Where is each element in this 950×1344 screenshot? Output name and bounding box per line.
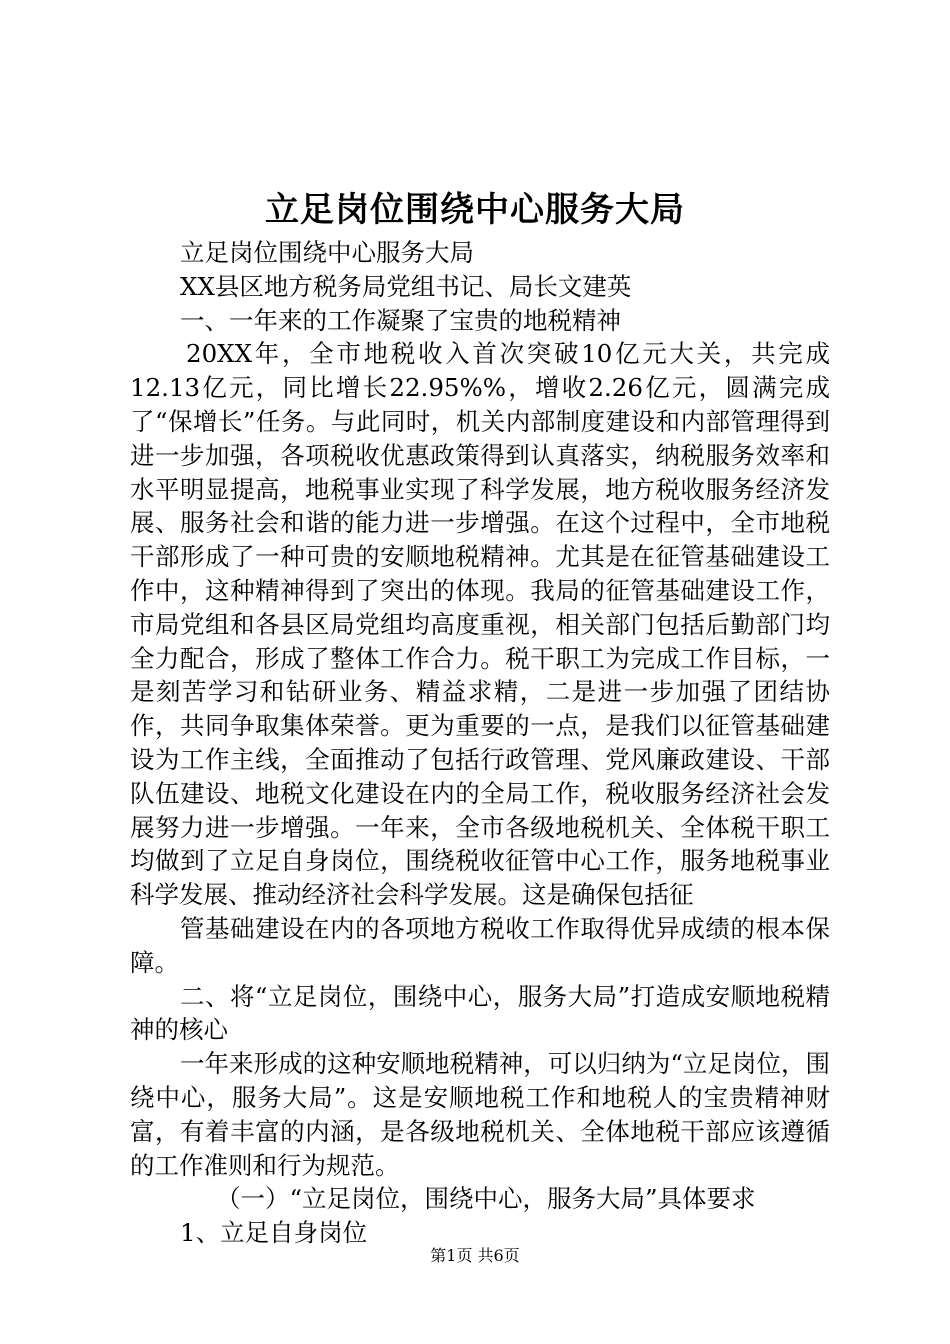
paragraph-body-2: 管基础建设在内的各项地方税收工作取得优异成绩的根本保障。 — [130, 913, 830, 977]
paragraph-author: XX县区地方税务局党组书记、局长文建英 — [180, 271, 632, 301]
heading-subsection-1: （一）“立足岗位，围绕中心，服务大局”具体要求 — [216, 1184, 756, 1214]
heading-item-1: 1、立足自身岗位 — [180, 1218, 368, 1248]
paragraph-body-3: 一年来形成的这种安顺地税精神，可以归纳为“立足岗位，围绕中心，服务大局”。这是安顺地税工作和地税人的宝贵精神财富，有着丰富的内涵，是各级地税机关、全体地税干部应该遵循的工作准则和行为规范。 — [130, 1049, 830, 1180]
document-title: 立足岗位围绕中心服务大局 — [265, 190, 685, 230]
document-body — [130, 236, 830, 1250]
page-footer: 第1页 共6页 — [430, 1246, 520, 1265]
heading-section-2: 二、将“立足岗位，围绕中心，服务大局”打造成安顺地税精神的核心 — [130, 981, 830, 1045]
heading-section-1: 一、一年来的工作凝聚了宝贵的地税精神 — [180, 305, 621, 335]
paragraph-subtitle: 立足岗位围绕中心服务大局 — [180, 238, 474, 267]
paragraph-body-1: 20XX年，全市地税收入首次突破10亿元大关，共完成12.13亿元，同比增长22.95%%，增收2.26亿元，圆满完成了“保增长”任务。与此同时，机关内部制度建设和内部管理得到进一步加强，各项税收优惠政策得到认真落实，纳税服务效率和水平明显提高，地税事业实现了科学发展，地方税收服务经济发展、服务社会和谐的能力进一步增强。在这个过程中，全市地税干部形成了一种可贵的安顺地税精神。尤其是在征管基础建设工作中，这种精神得到了突出的体现。我局的征管基础建设工作，市局党组和各县区局党组均高度重视，相关部门包括后勤部门均全力配合，形成了整体工作合力。税干职工为完成工作目标，一是刻苦学习和钻研业务、精益求精，二是进一步加强了团结协作，共同争取集体荣誉。更为重要的一点，是我们以征管基础建设为工作主线，全面推动了包括行政管理、党风廉政建设、干部队伍建设、地税文化建设在内的全局工作，税收服务经济社会发展努力进一步增强。一年来，全市各级地税机关、全体税干职工均做到了立足自身岗位，围绕税收征管中心工作，服务地税事业科学发展、推动经济社会科学发展。这是确保包括征 — [130, 339, 830, 910]
